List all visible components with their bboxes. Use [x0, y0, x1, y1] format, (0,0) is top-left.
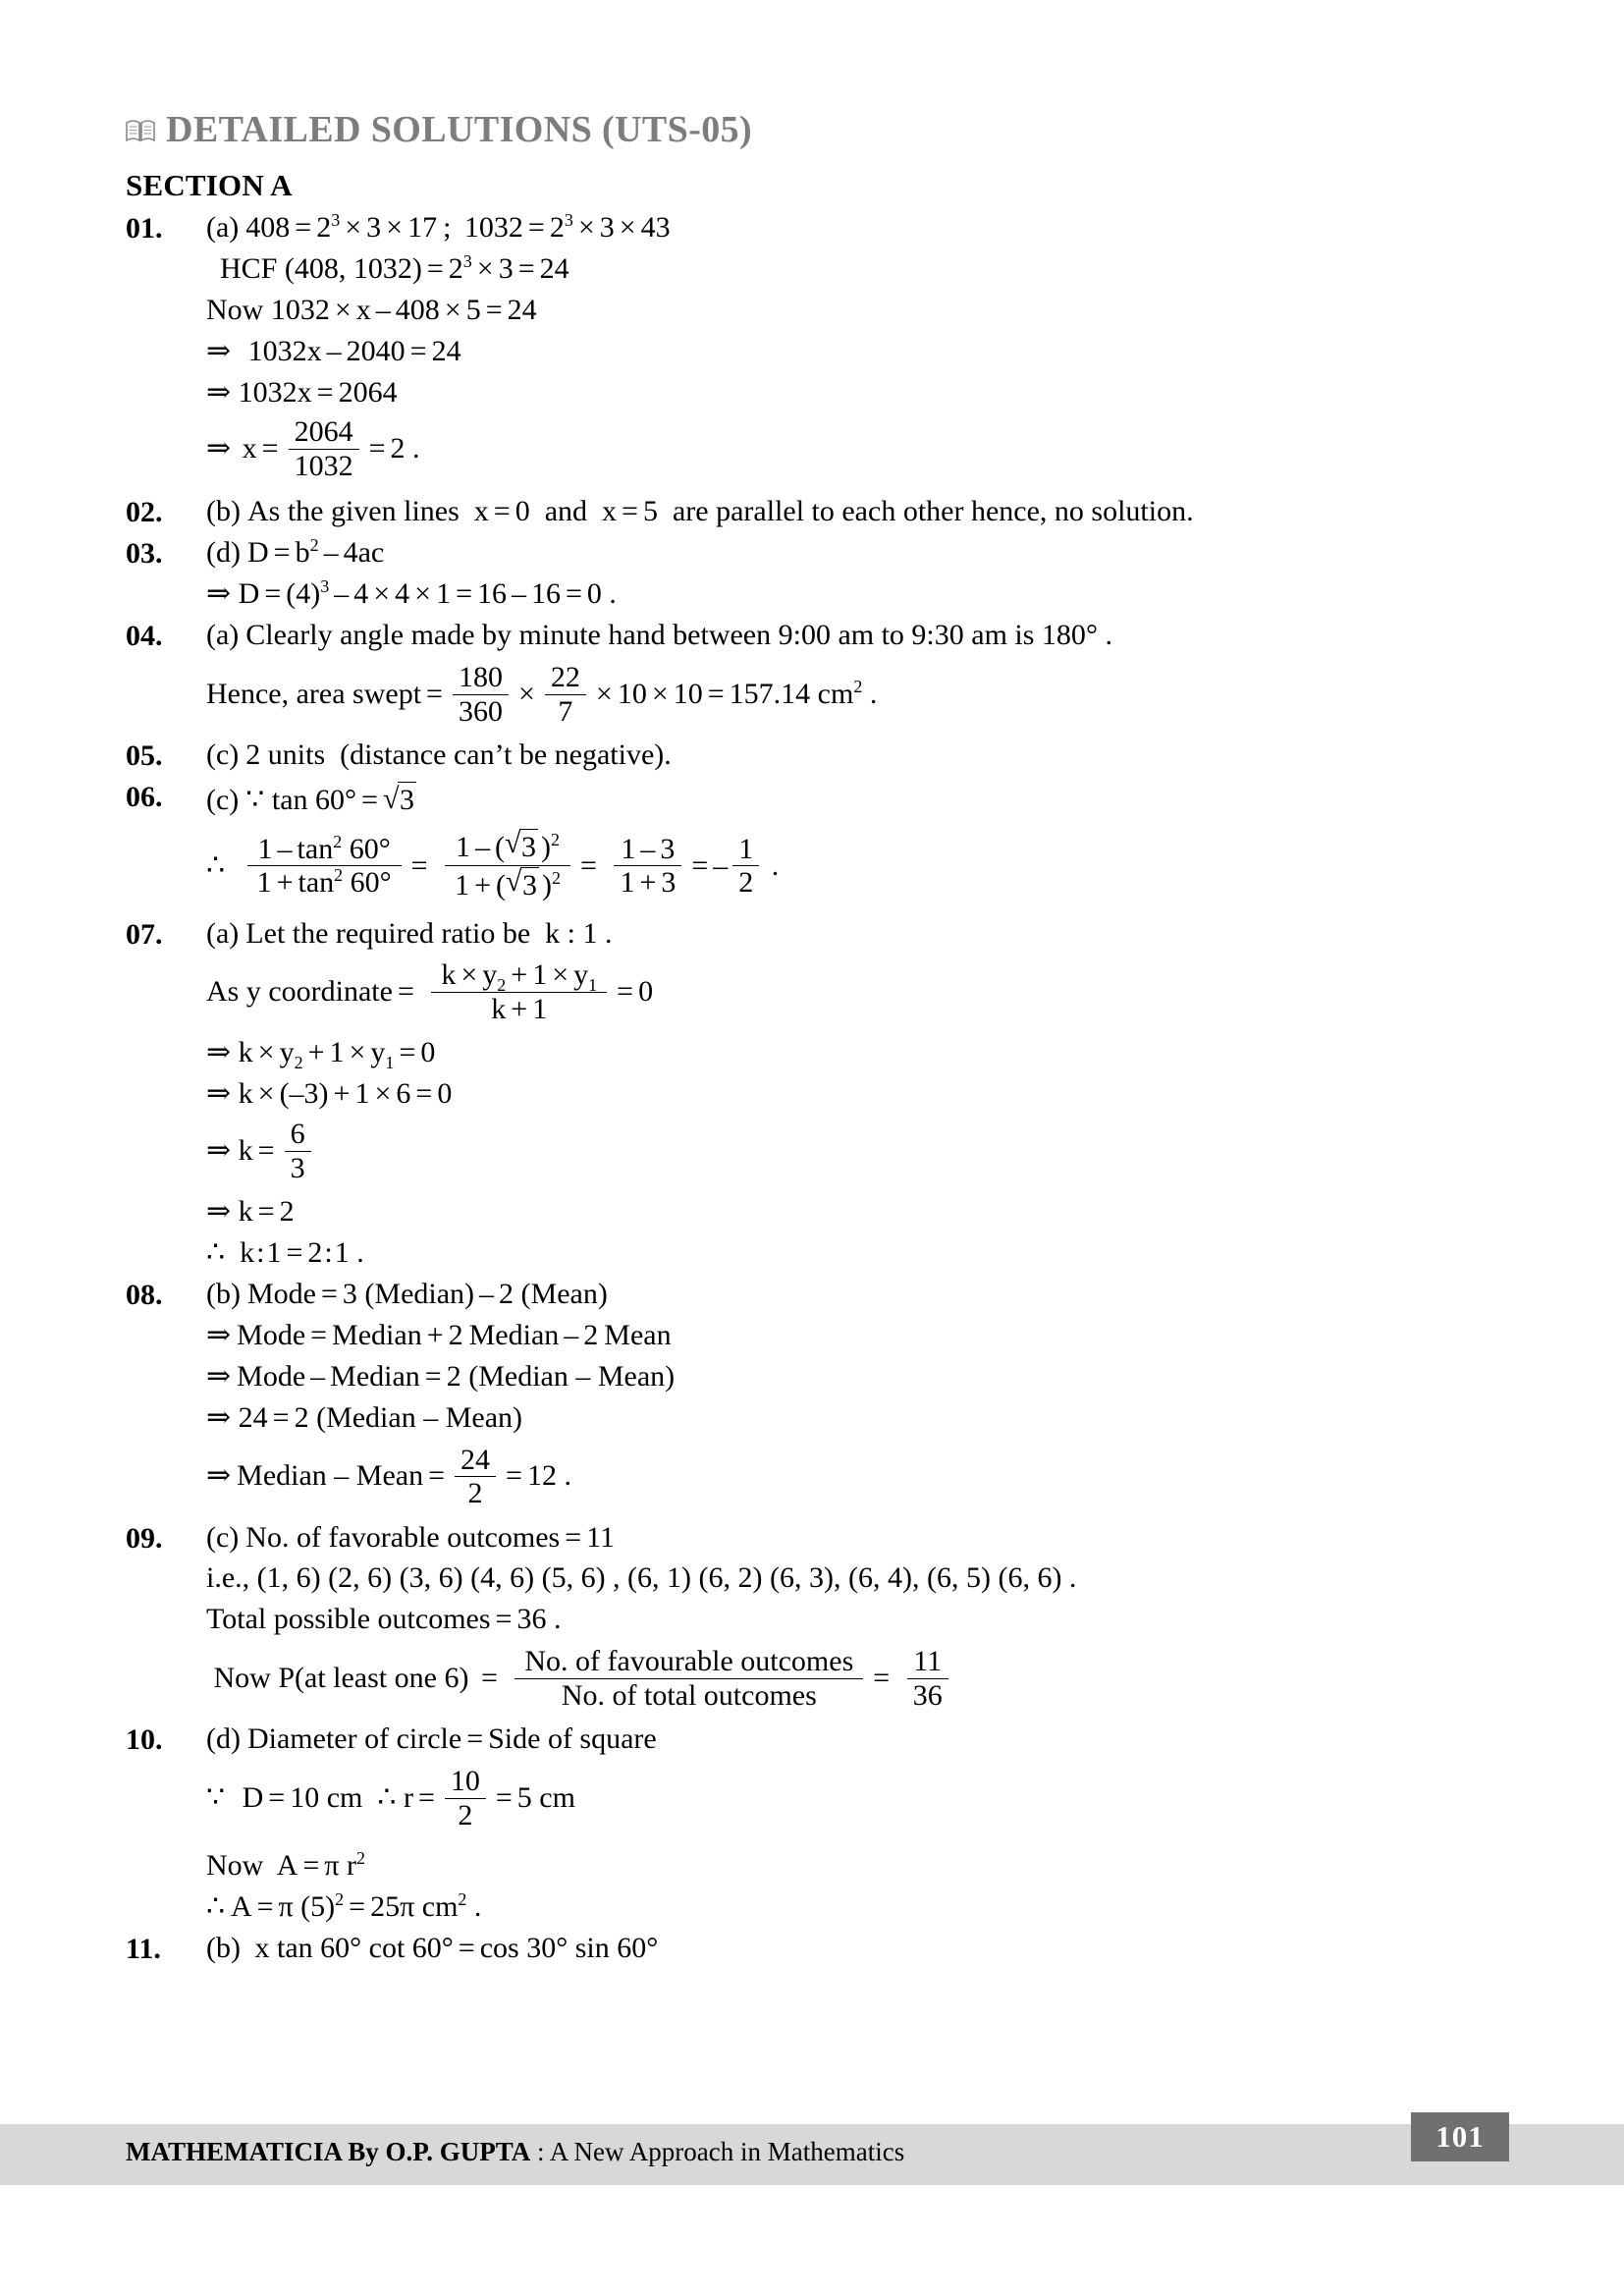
fraction-numerator: $1 - \tan^2 60^\circ$	[257, 831, 391, 865]
fraction-denominator: 3	[285, 1151, 311, 1184]
math-token: No. of favorable outcomes	[245, 1520, 561, 1554]
math-token: Median	[478, 1359, 568, 1393]
solution-line: (b) x tan 60° cot 60° = cos 30° sin 60°	[206, 1931, 659, 1964]
solution-item-04	[126, 615, 1500, 735]
math-token: Median	[326, 1400, 416, 1434]
solution-line: ⇒ k = $\frac{6}{3}$	[206, 1115, 1500, 1191]
fraction-denominator: 1 + ( √ 3 )$^2$	[445, 865, 570, 902]
solution-line: (d) Diameter of circle = Side of square	[206, 1722, 657, 1756]
math-token: 43	[640, 211, 671, 244]
solution-body	[206, 615, 1500, 735]
fraction-denominator: 2	[445, 1798, 486, 1831]
solution-line: Now P(at least one 6) = $\frac{\text{No. of favourable outcomes}}{\text{No. of total outcomes}}$ = $\frac{11}{36}$	[206, 1640, 1500, 1719]
solution-item-06	[126, 776, 1500, 913]
solution-line: (b) Mode = 3 (Median) – 2 (Mean)	[206, 1278, 608, 1311]
solution-line: ∴ k:1 = 2:1 .	[206, 1236, 364, 1270]
math-token: 2	[390, 432, 406, 465]
math-token: Diameter of circle	[246, 1722, 462, 1756]
fraction-denominator: 7	[545, 694, 586, 728]
math-token: Mean	[445, 1400, 514, 1434]
math-token: Median	[330, 1359, 420, 1393]
option-letter: (b)	[206, 495, 241, 528]
math-token: Mode	[246, 1278, 316, 1311]
option-letter: (b)	[206, 1931, 241, 1964]
math-token: D	[242, 1781, 264, 1815]
math-token: A	[276, 1849, 298, 1883]
solution-item-02	[126, 491, 1500, 532]
math-token: Median	[237, 1459, 327, 1493]
solution-line: ⇒ k = 2	[206, 1195, 295, 1229]
math-token: 1032	[352, 251, 412, 285]
option-letter: (d)	[206, 536, 241, 570]
math-token: Now P(at least one 6)	[213, 1662, 469, 1695]
solution-body	[206, 1719, 1500, 1928]
math-token: r	[403, 1781, 413, 1815]
page-number-badge: 101	[1411, 2112, 1509, 2161]
math-token: 1032	[247, 334, 307, 367]
outcomes-list: i.e., (1, 6) (2, 6) (3, 6) (4, 6) (5, 6) , (6, 1) (6, 2) (6, 3), (6, 4), (6, 5) (6, 6) .	[206, 1561, 1077, 1595]
solution-line: As y coordinate = $\frac{k \times y_2 + 1 \times y_1}{k + 1}$ = 0	[206, 958, 654, 1025]
solution-number: 10.	[126, 1723, 163, 1757]
solution-number: 01.	[126, 212, 163, 245]
solution-number: 06.	[126, 780, 163, 813]
math-token: 1032	[270, 293, 330, 326]
fraction-denominator: 2	[455, 1476, 496, 1509]
math-token: Median	[332, 1318, 422, 1351]
footer-text	[126, 2136, 904, 2167]
math-token: (distance can’t be negative).	[340, 738, 672, 772]
math-token: 24	[507, 293, 537, 326]
option-letter: (a)	[206, 619, 240, 652]
solution-line: ∴ A = π $(5)^2 = 25\pi$ $cm^2$ .	[206, 1889, 482, 1924]
solution-line: (a) Let the required ratio be k : 1 .	[206, 916, 613, 950]
solution-number: 05.	[126, 739, 163, 773]
solution-item-05	[126, 735, 1500, 776]
solution-line: Now 1032 × x – 408 × 5 = 24	[206, 293, 537, 326]
math-token: D	[246, 536, 269, 570]
solution-item-08	[126, 1274, 1500, 1517]
option-letter: (d)	[206, 1722, 241, 1756]
fraction-numerator: 6	[290, 1118, 305, 1151]
solution-body	[206, 532, 1500, 615]
solution-item-03	[126, 532, 1500, 615]
solution-body	[206, 776, 1500, 913]
math-token: Let the required ratio be	[245, 916, 531, 950]
solution-line: ⇒ 24 = 2 (Median – Mean)	[206, 1400, 523, 1434]
math-token: D	[238, 577, 260, 611]
solution-body	[206, 735, 1500, 776]
math-token: 2040	[346, 334, 406, 367]
fraction-numerator: $k \times y_2 + 1 \times y_1$	[441, 958, 598, 996]
solution-line: (d) $D = b^2 - 4ac$	[206, 535, 385, 570]
footer-tagline: : A New Approach in Mathematics	[537, 2137, 905, 2166]
math-token: 408	[395, 293, 440, 326]
math-token: Median	[374, 1278, 465, 1311]
fraction-denominator: 1032	[289, 449, 359, 482]
math-token: Median	[468, 1318, 560, 1351]
fraction-denominator: 2	[732, 865, 759, 899]
solution-line: ⇒ $k \times y_2 + 1 \times y_1 = 0$	[206, 1036, 436, 1073]
math-token: 1032	[463, 211, 523, 244]
math-token: 408	[294, 251, 339, 285]
fraction-numerator: 24	[460, 1443, 491, 1476]
fraction-numerator: 11	[913, 1645, 943, 1678]
solution-line: ⇒ x = $\frac{2064}{1032}$ = 2 .	[206, 415, 420, 482]
solution-line: Total possible outcomes = 36 .	[206, 1603, 562, 1636]
solution-body	[206, 207, 1500, 491]
option-letter: (a)	[206, 916, 240, 950]
fraction-denominator: No. of total outcomes	[514, 1678, 863, 1712]
solution-item-10	[126, 1719, 1500, 1928]
option-letter: (c)	[206, 1520, 240, 1554]
solution-line: (a) Clearly angle made by minute hand between 9:00 am to 9:30 am is 180° .	[206, 619, 1112, 652]
math-token: 24	[539, 251, 569, 285]
solution-body	[206, 1517, 1500, 1720]
page-content	[126, 108, 1500, 1969]
fraction-denominator: k + 1	[431, 992, 607, 1025]
math-token: 17	[407, 211, 438, 244]
solution-line: ∵ D = 10 cm ∴ r = $\frac{10}{2}$ = 5 cm	[206, 1765, 575, 1831]
math-token: k : 1	[545, 916, 598, 950]
solution-line: ⇒ $D = (4)^3 - 4 \times 4 \times 1 = 16 - 16 = 0$ .	[206, 576, 617, 611]
solution-line: (a) $408 = 2^3 \times 3 \times 17$ ; $1032 = 2^3 \times 3 \times 43$	[206, 210, 671, 244]
math-token: 36	[516, 1603, 547, 1636]
solution-body	[206, 1928, 1500, 1969]
math-token: 2064	[338, 375, 398, 409]
solution-body	[206, 491, 1500, 532]
fraction-denominator: 1 + 3	[614, 865, 681, 899]
solution-line: HCF (408, $1032) = 2^3 \times 3 = 24$	[220, 250, 569, 285]
solution-line: Hence, area swept = $\frac{180}{360}$ × $\frac{22}{7}$ × 10 × 10 = 157.14 $cm^2$ .	[206, 661, 878, 728]
solution-number: 03.	[126, 537, 163, 571]
option-letter: (b)	[206, 1278, 241, 1311]
solution-line: Now A = π $r^2$	[206, 1848, 365, 1883]
page-title-text: DETAILED SOLUTIONS (UTS-05)	[166, 109, 753, 150]
solution-line: ⇒ k × (–3) + 1 × 6 = 0	[206, 1077, 453, 1111]
fraction-numerator: 1 – 3	[621, 832, 676, 865]
math-token: Mean	[530, 1278, 598, 1311]
math-token: cm	[326, 1781, 363, 1815]
solution-number: 02.	[126, 496, 163, 529]
math-token: Mode	[237, 1359, 306, 1393]
fraction-numerator: 1	[738, 832, 754, 865]
fraction-numerator: 2064	[294, 415, 353, 449]
fraction-numerator: 10	[450, 1765, 480, 1798]
math-token: cm	[421, 1890, 459, 1924]
solution-line: ⇒ 1032x – 2040 = 24	[206, 334, 461, 367]
radical: √ 3	[506, 867, 542, 902]
solution-number: 04.	[126, 620, 163, 653]
math-token: Mode	[237, 1318, 306, 1351]
option-letter: (a)	[206, 211, 240, 244]
fraction-numerator: 180	[458, 661, 503, 694]
math-token: As y coordinate	[206, 975, 393, 1009]
fraction-denominator: $1 + \tan^2 60^\circ$	[247, 865, 402, 899]
math-token: Mean	[597, 1359, 666, 1393]
solution-line	[206, 735, 1500, 776]
math-token: Now	[206, 1849, 264, 1883]
solution-line: ⇒ Mode = Median + 2 Median – 2 Mean	[206, 1318, 672, 1351]
math-token: Total possible outcomes	[206, 1603, 491, 1636]
solution-body	[206, 1274, 1500, 1517]
solution-number: 11.	[126, 1932, 161, 1965]
solution-number: 09.	[126, 1521, 163, 1555]
solution-item-07	[126, 913, 1500, 1274]
math-token: 24	[431, 334, 461, 367]
radical: √ 3	[505, 829, 541, 864]
solution-body	[206, 913, 1500, 1274]
solution-line: ⇒ Mode – Median = 2 (Median – Mean)	[206, 1359, 676, 1393]
solution-number: 08.	[126, 1279, 163, 1312]
math-token: tan 60	[271, 783, 346, 816]
fraction-numerator: 22	[550, 661, 580, 694]
solution-line: (b) As the given lines x = 0 and x = 5 are parallel to each other hence, no solution.	[206, 495, 1194, 528]
solution-item-09	[126, 1517, 1500, 1720]
solution-line: ∴ $\frac{1 - \tan^2 60^\circ}{1 + \tan^2 60^\circ}$ = $\frac{1 - ( √ 3 )^2}{1 + ( √ 3 )^2}$ = $\frac{1 - 3}{1 + 3}$ = – $\frac{1}{2}$ .	[206, 821, 1500, 913]
math-token: Mean	[355, 1459, 424, 1493]
math-token: Now	[206, 293, 264, 326]
fraction-numerator: No. of favourable outcomes	[524, 1645, 854, 1678]
solution-line: ⇒ 1032x = 2064	[206, 375, 398, 409]
solution-line: (c) No. of favorable outcomes = 11	[206, 1520, 616, 1554]
solution-number: 07.	[126, 917, 163, 951]
page-title	[126, 108, 1500, 151]
math-token: Mean	[604, 1318, 672, 1351]
math-token: 2 units	[245, 738, 326, 772]
open-book-icon	[126, 110, 155, 135]
option-letter: (c)	[206, 738, 240, 772]
option-letter: (c)	[206, 783, 240, 816]
section-heading: SECTION A	[126, 168, 293, 202]
solution-item-01	[126, 207, 1500, 491]
math-token: 11	[586, 1520, 616, 1554]
math-token: HCF	[220, 251, 278, 285]
math-token: Side of square	[488, 1722, 657, 1756]
math-token: cm	[539, 1781, 575, 1815]
math-token: cm	[817, 677, 854, 710]
footer-brand: MATHEMATICIA By O.P. GUPTA	[126, 2137, 531, 2166]
math-token: 1032	[238, 375, 298, 409]
solution-line: (c) ∵ tan 60° = √ 3	[206, 776, 1500, 821]
fraction-denominator: 360	[453, 694, 509, 728]
math-token: 157.14	[729, 677, 811, 710]
solution-line	[206, 1558, 1500, 1599]
math-token: 408	[245, 211, 291, 244]
math-token: 25	[370, 1890, 401, 1924]
math-token: A	[230, 1890, 252, 1924]
radical: √ 3	[383, 781, 419, 820]
fraction-denominator: 36	[907, 1678, 948, 1712]
solution-item-11	[126, 1928, 1500, 1969]
math-token: Hence, area swept	[206, 677, 422, 710]
solution-line: ⇒ Median – Mean = $\frac{24}{2}$ = 12 .	[206, 1443, 571, 1510]
fraction-numerator: 1 – ( √ 3 )$^2$	[445, 829, 570, 865]
